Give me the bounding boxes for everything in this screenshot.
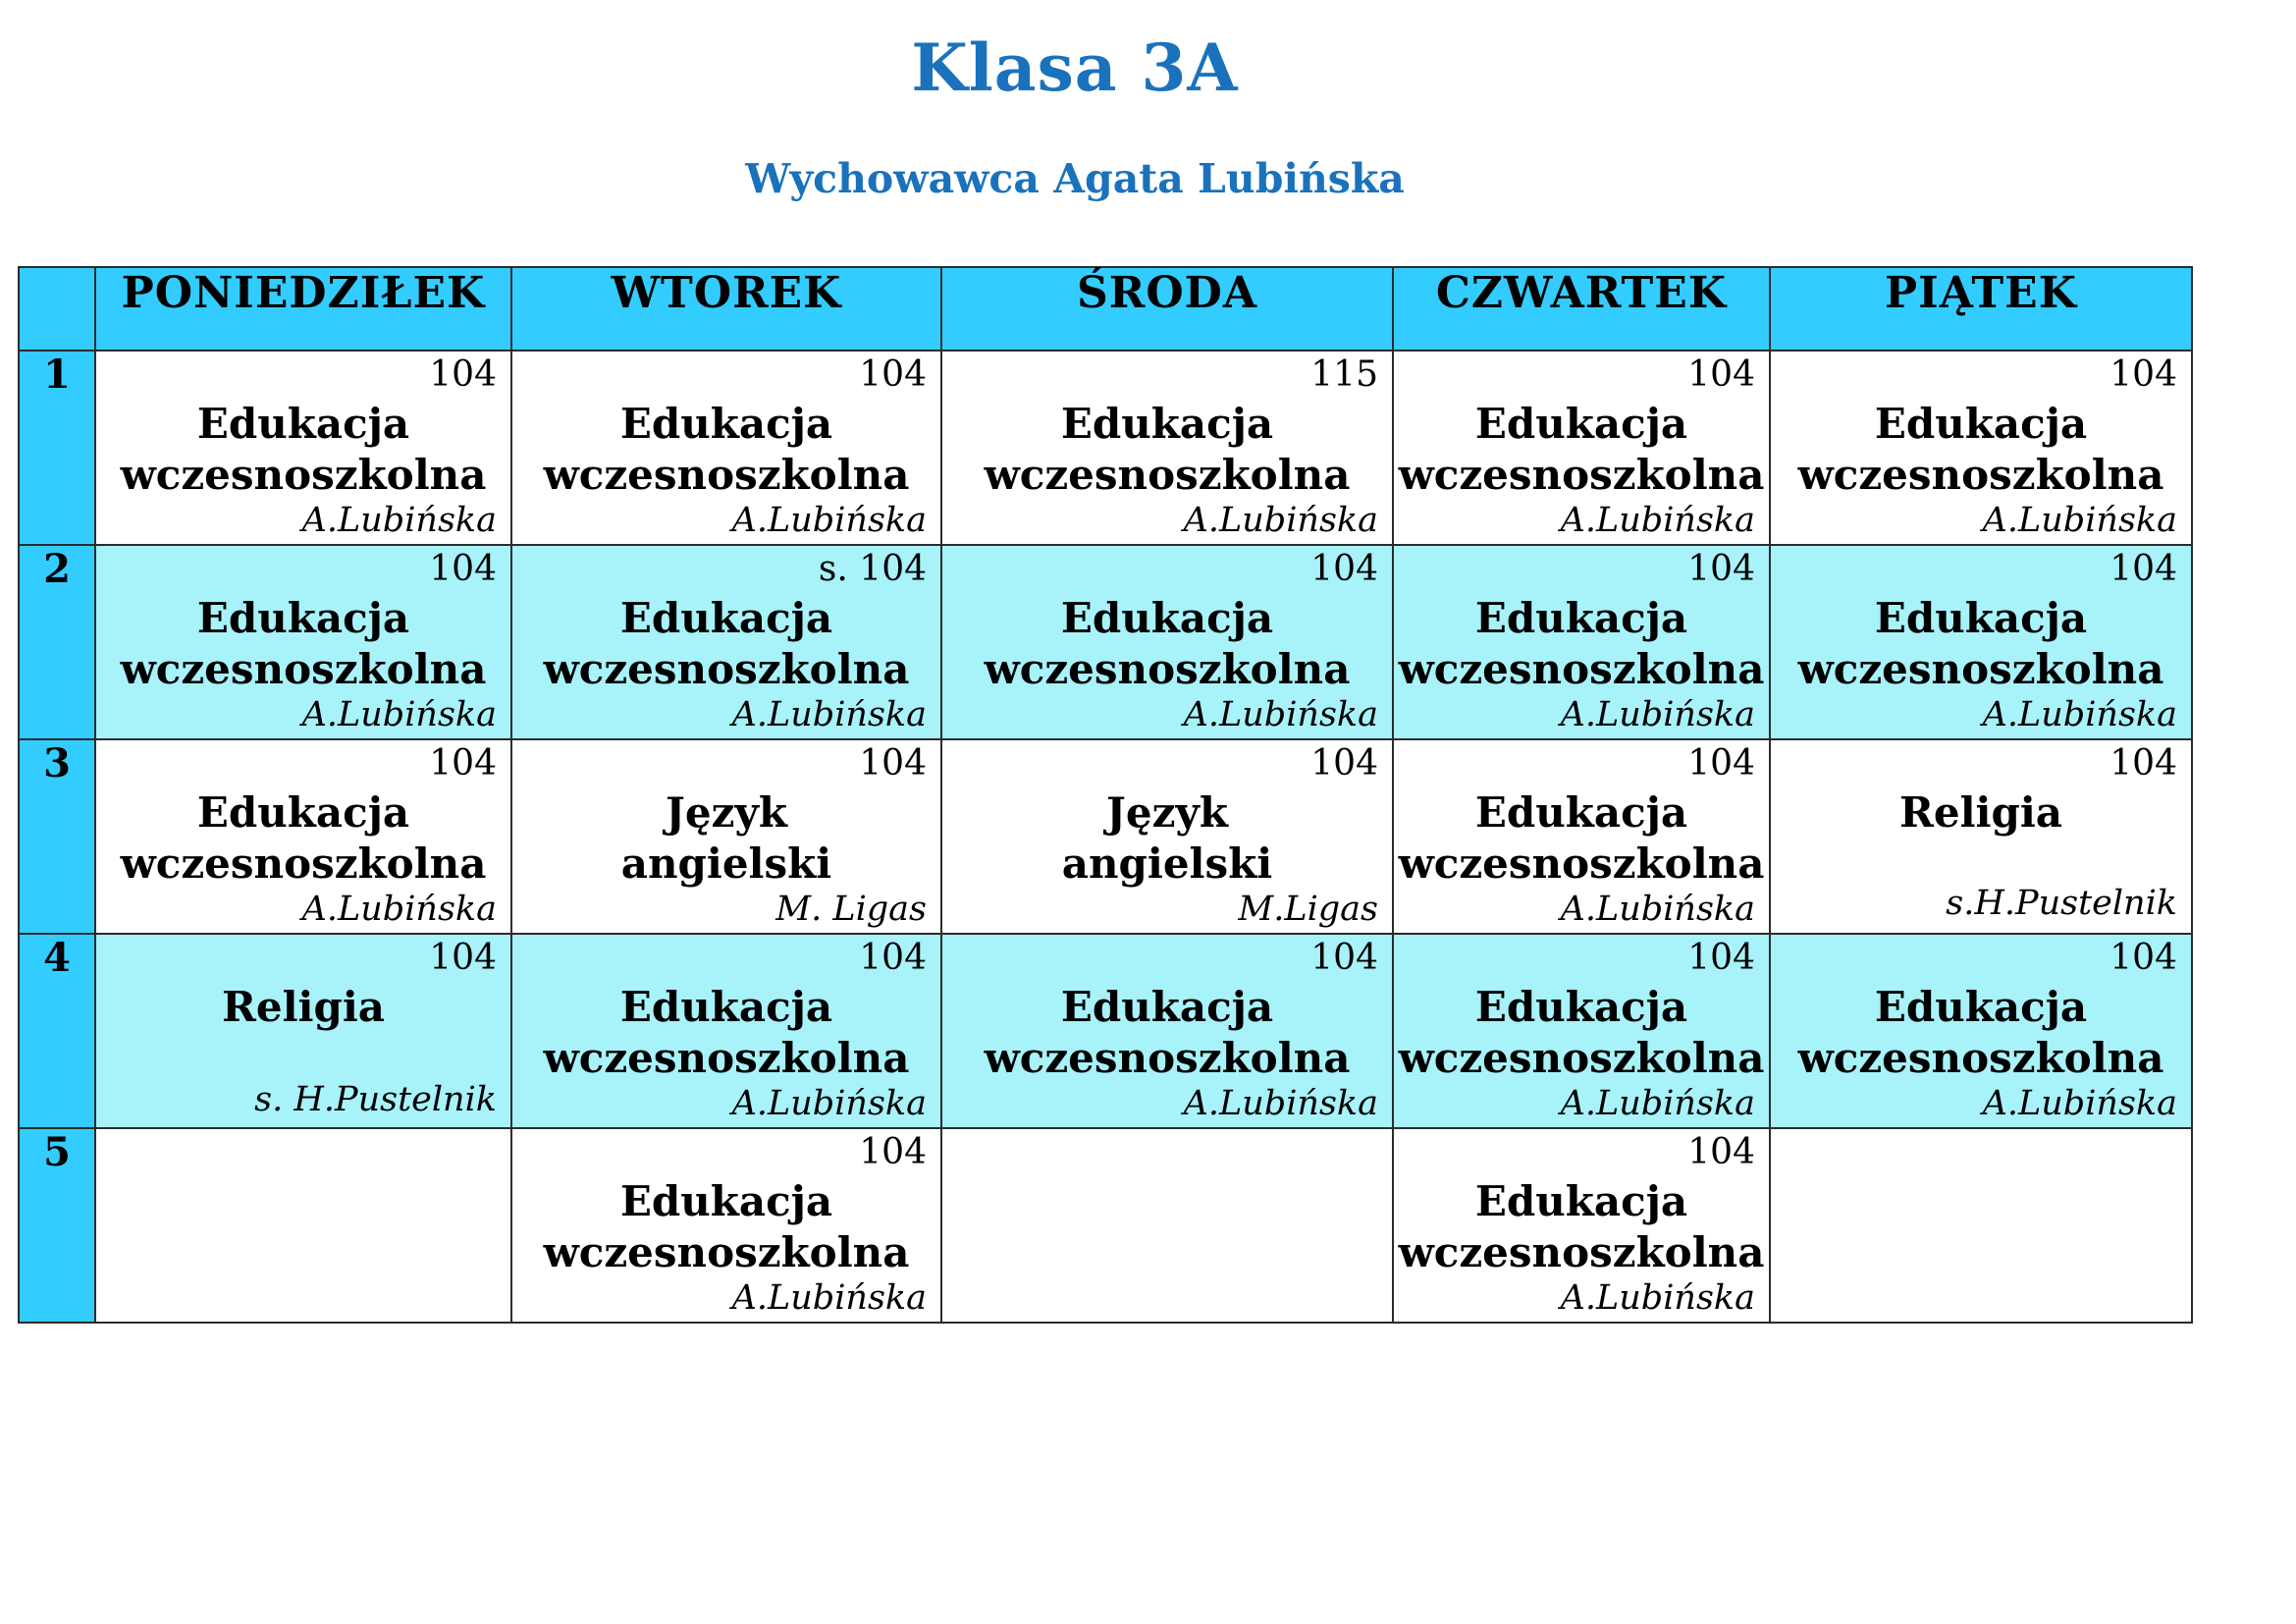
lesson-cell <box>511 351 941 545</box>
teacher-name: A.Lubińska <box>301 890 497 929</box>
day-header: PONIEDZIŁEK <box>95 267 511 351</box>
room-number: s. 104 <box>818 549 927 589</box>
teacher-name: A.Lubińska <box>731 1278 927 1318</box>
subject-name: Edukacja wczesnoszkolna <box>1797 594 2164 693</box>
lesson-row <box>19 545 2192 739</box>
room-number: 104 <box>429 549 497 589</box>
room-number: 104 <box>1687 549 1755 589</box>
day-header: WTOREK <box>511 267 941 351</box>
lesson-cell <box>941 545 1393 739</box>
lesson-row <box>19 739 2192 934</box>
teacher-name: M.Ligas <box>1238 890 1378 929</box>
lesson-row <box>19 1128 2192 1323</box>
room-number: 104 <box>1687 938 1755 978</box>
room-number: 104 <box>429 743 497 784</box>
room-number: 104 <box>1687 1132 1755 1172</box>
teacher-name: A.Lubińska <box>1183 501 1378 540</box>
lesson-cell <box>511 934 941 1128</box>
teacher-name: A.Lubińska <box>1183 1084 1378 1123</box>
lesson-number: 1 <box>19 351 95 545</box>
room-number: 104 <box>429 938 497 978</box>
lesson-cell <box>1393 545 1770 739</box>
day-header: CZWARTEK <box>1393 267 1770 351</box>
lesson-cell <box>511 1128 941 1323</box>
subject-name: Edukacja wczesnoszkolna <box>984 594 1351 693</box>
room-number: 104 <box>2109 549 2177 589</box>
room-number: 104 <box>2109 354 2177 395</box>
lesson-cell <box>1393 739 1770 934</box>
room-number: 104 <box>1687 743 1755 784</box>
lesson-number: 3 <box>19 739 95 934</box>
subject-name: Edukacja wczesnoszkolna <box>1398 400 1765 499</box>
homeroom-teacher: Wychowawca Agata Lubińska <box>745 155 1405 202</box>
teacher-name: A.Lubińska <box>301 695 497 734</box>
room-number: 104 <box>429 354 497 395</box>
teacher-name: A.Lubińska <box>1560 695 1755 734</box>
corner-cell <box>19 267 95 351</box>
header-row <box>19 267 2192 351</box>
room-number: 104 <box>1310 938 1378 978</box>
subject-name: Edukacja wczesnoszkolna <box>543 594 910 693</box>
subject-name: Edukacja wczesnoszkolna <box>1398 983 1765 1082</box>
subject-name: Edukacja wczesnoszkolna <box>120 788 487 888</box>
lesson-cell <box>1770 739 2192 934</box>
teacher-name: A.Lubińska <box>1560 501 1755 540</box>
teacher-name: A.Lubińska <box>1183 695 1378 734</box>
lesson-cell <box>941 1128 1393 1323</box>
lesson-cell <box>1393 934 1770 1128</box>
subject-name: Język angielski <box>620 788 832 888</box>
lesson-number: 5 <box>19 1128 95 1323</box>
lesson-cell <box>511 545 941 739</box>
teacher-name: A.Lubińska <box>301 501 497 540</box>
lesson-cell <box>1393 351 1770 545</box>
room-number: 115 <box>1310 354 1378 395</box>
lesson-row <box>19 351 2192 545</box>
subject-name: Religia <box>1898 788 2063 837</box>
timetable <box>18 266 2193 1324</box>
lesson-cell <box>511 739 941 934</box>
room-number: 104 <box>2109 743 2177 784</box>
room-number: 104 <box>1310 743 1378 784</box>
subject-name: Edukacja wczesnoszkolna <box>543 983 910 1082</box>
room-number: 104 <box>859 938 927 978</box>
teacher-name: A.Lubińska <box>1560 890 1755 929</box>
subject-name: Edukacja wczesnoszkolna <box>1398 1177 1765 1276</box>
room-number: 104 <box>1687 354 1755 395</box>
subject-name: Religia <box>221 983 386 1031</box>
teacher-name: A.Lubińska <box>731 501 927 540</box>
room-number: 104 <box>859 354 927 395</box>
subject-name: Język angielski <box>1061 788 1273 888</box>
room-number: 104 <box>2109 938 2177 978</box>
lesson-number: 4 <box>19 934 95 1128</box>
lesson-cell <box>95 545 511 739</box>
subject-name: Edukacja wczesnoszkolna <box>1398 594 1765 693</box>
teacher-name: s. H.Pustelnik <box>254 1080 497 1119</box>
subject-name: Edukacja wczesnoszkolna <box>543 1177 910 1276</box>
subject-name: Edukacja wczesnoszkolna <box>1797 400 2164 499</box>
lesson-cell <box>941 351 1393 545</box>
subject-name <box>1771 1176 2191 1227</box>
lesson-cell <box>1770 351 2192 545</box>
subject-name: Edukacja wczesnoszkolna <box>1398 788 1765 888</box>
teacher-name: A.Lubińska <box>731 695 927 734</box>
lesson-cell <box>941 934 1393 1128</box>
subject-name: Edukacja wczesnoszkolna <box>984 983 1351 1082</box>
lesson-cell <box>1770 545 2192 739</box>
subject-name <box>96 1176 510 1227</box>
lesson-cell <box>1770 934 2192 1128</box>
teacher-name: A.Lubińska <box>1982 501 2177 540</box>
subject-name: Edukacja wczesnoszkolna <box>1797 983 2164 1082</box>
teacher-name: A.Lubińska <box>731 1084 927 1123</box>
subject-name: Edukacja wczesnoszkolna <box>984 400 1351 499</box>
day-header: ŚRODA <box>941 267 1393 351</box>
lesson-cell <box>1770 1128 2192 1323</box>
teacher-name: s.H.Pustelnik <box>1946 884 2177 923</box>
room-number: 104 <box>859 743 927 784</box>
teacher-name: A.Lubińska <box>1560 1278 1755 1318</box>
teacher-name: A.Lubińska <box>1560 1084 1755 1123</box>
lesson-cell <box>1393 1128 1770 1323</box>
subject-name <box>942 1176 1392 1227</box>
subject-name: Edukacja wczesnoszkolna <box>120 400 487 499</box>
page-title: Klasa 3A <box>911 29 1239 106</box>
lesson-cell <box>95 739 511 934</box>
subject-name: Edukacja wczesnoszkolna <box>543 400 910 499</box>
teacher-name: A.Lubińska <box>1982 695 2177 734</box>
subject-name: Edukacja wczesnoszkolna <box>120 594 487 693</box>
room-number: 104 <box>859 1132 927 1172</box>
lesson-number: 2 <box>19 545 95 739</box>
room-number: 104 <box>1310 549 1378 589</box>
lesson-row <box>19 934 2192 1128</box>
lesson-cell <box>941 739 1393 934</box>
teacher-name: M. Ligas <box>775 890 927 929</box>
day-header: PIĄTEK <box>1770 267 2192 351</box>
teacher-name: A.Lubińska <box>1982 1084 2177 1123</box>
lesson-cell <box>95 934 511 1128</box>
lesson-cell <box>95 351 511 545</box>
lesson-cell <box>95 1128 511 1323</box>
